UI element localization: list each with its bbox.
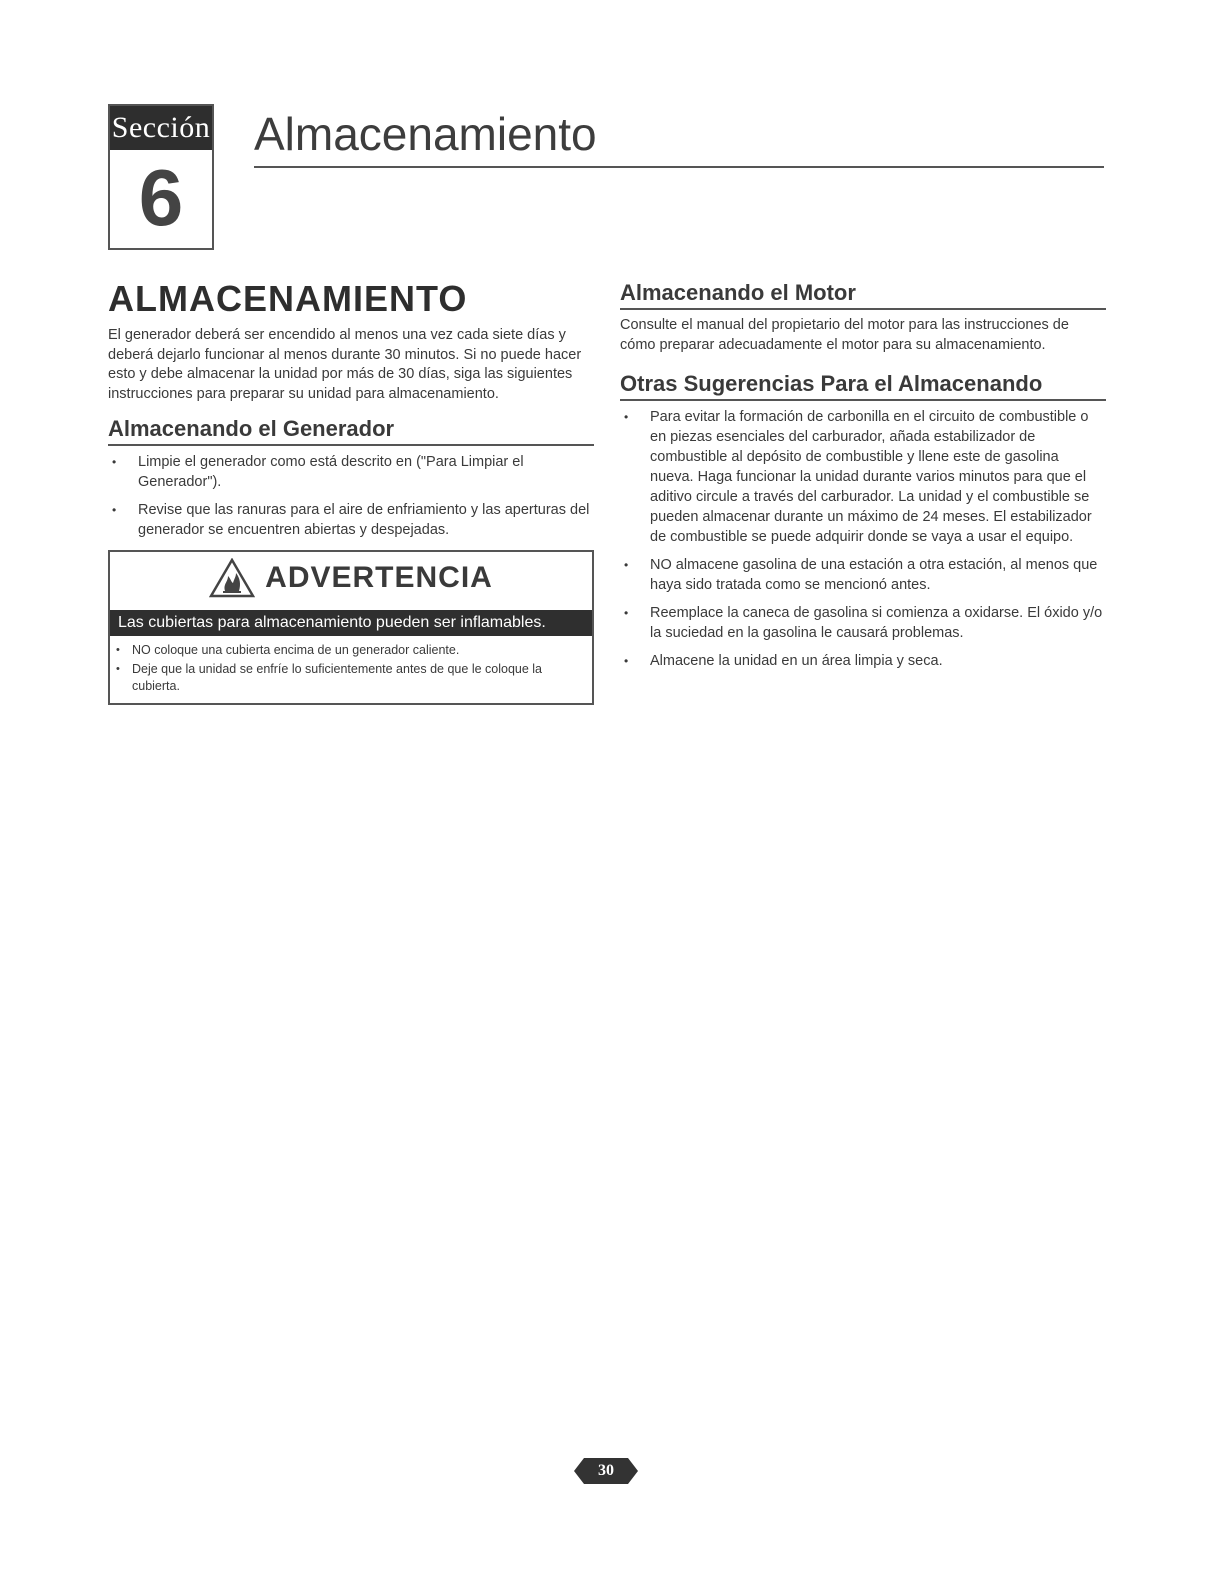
warning-bar: Las cubiertas para almacenamiento pueden ser inflamables. <box>110 610 592 636</box>
other-list <box>620 407 1106 671</box>
list-item: • Para evitar la formación de carbonilla en el circuito de combustible o en piezas esenciales del carburador, añada estabilizador de combustible al depósito de combustible y llene este de gasolina nueva. Haga funcionar la unidad durante varios minutos para que el aditivo circule a través del carburador. La unidad y el combustible se pueden almacenar durante un máximo de 24 meses. El estabilizador de combustible se puede adquirir donde se vaya a usar el equipo. <box>620 407 1106 547</box>
page-number <box>574 1458 638 1484</box>
page-title: Almacenamiento <box>254 108 1104 168</box>
motor-heading: Almacenando el Motor <box>620 280 1106 310</box>
right-column <box>620 280 1106 681</box>
warning-box <box>108 550 594 705</box>
warning-title: ADVERTENCIA <box>265 561 493 594</box>
other-heading: Otras Sugerencias Para el Almacenando <box>620 371 1106 401</box>
generator-list <box>108 452 594 540</box>
list-item: • Limpie el generador como está descrito en ("Para Limpiar el Generador"). <box>108 452 594 492</box>
list-item: • Reemplace la caneca de gasolina si comienza a oxidarse. El óxido y/o la suciedad en la gasolina le causará problemas. <box>620 603 1106 643</box>
warning-header <box>110 552 592 604</box>
generator-heading: Almacenando el Generador <box>108 416 594 446</box>
section-label: Sección <box>110 106 212 150</box>
list-item: • NO coloque una cubierta encima de un generador caliente. <box>110 642 586 659</box>
list-item: • NO almacene gasolina de una estación a otra estación, al menos que haya sido tratada como se mencionó antes. <box>620 555 1106 595</box>
storage-intro: El generador deberá ser encendido al menos una vez cada siete días y deberá dejarlo funcionar al menos durante 30 minutos. Si no puede hacer esto y debe almacenar la unidad por más de 30 días, siga las siguientes instrucciones para preparar su unidad para almacenamiento. <box>108 327 582 402</box>
list-item: • Almacene la unidad en un área limpia y seca. <box>620 651 1106 671</box>
storage-heading: ALMACENAMIENTO <box>108 278 468 319</box>
section-badge <box>108 104 214 250</box>
list-item: • Revise que las ranuras para el aire de enfriamiento y las aperturas del generador se encuentren abiertas y despejadas. <box>108 500 594 540</box>
section-number: 6 <box>138 153 184 242</box>
fire-warning-icon <box>209 558 255 598</box>
warning-list <box>110 636 592 703</box>
list-item: • Deje que la unidad se enfríe lo suficientemente antes de que le coloque la cubierta. <box>110 661 586 695</box>
motor-text: Consulte el manual del propietario del motor para las instrucciones de cómo preparar adecuadamente el motor para su almacenamiento. <box>620 317 1069 353</box>
page-number-text: 30 <box>598 1462 614 1479</box>
left-column <box>108 280 594 705</box>
